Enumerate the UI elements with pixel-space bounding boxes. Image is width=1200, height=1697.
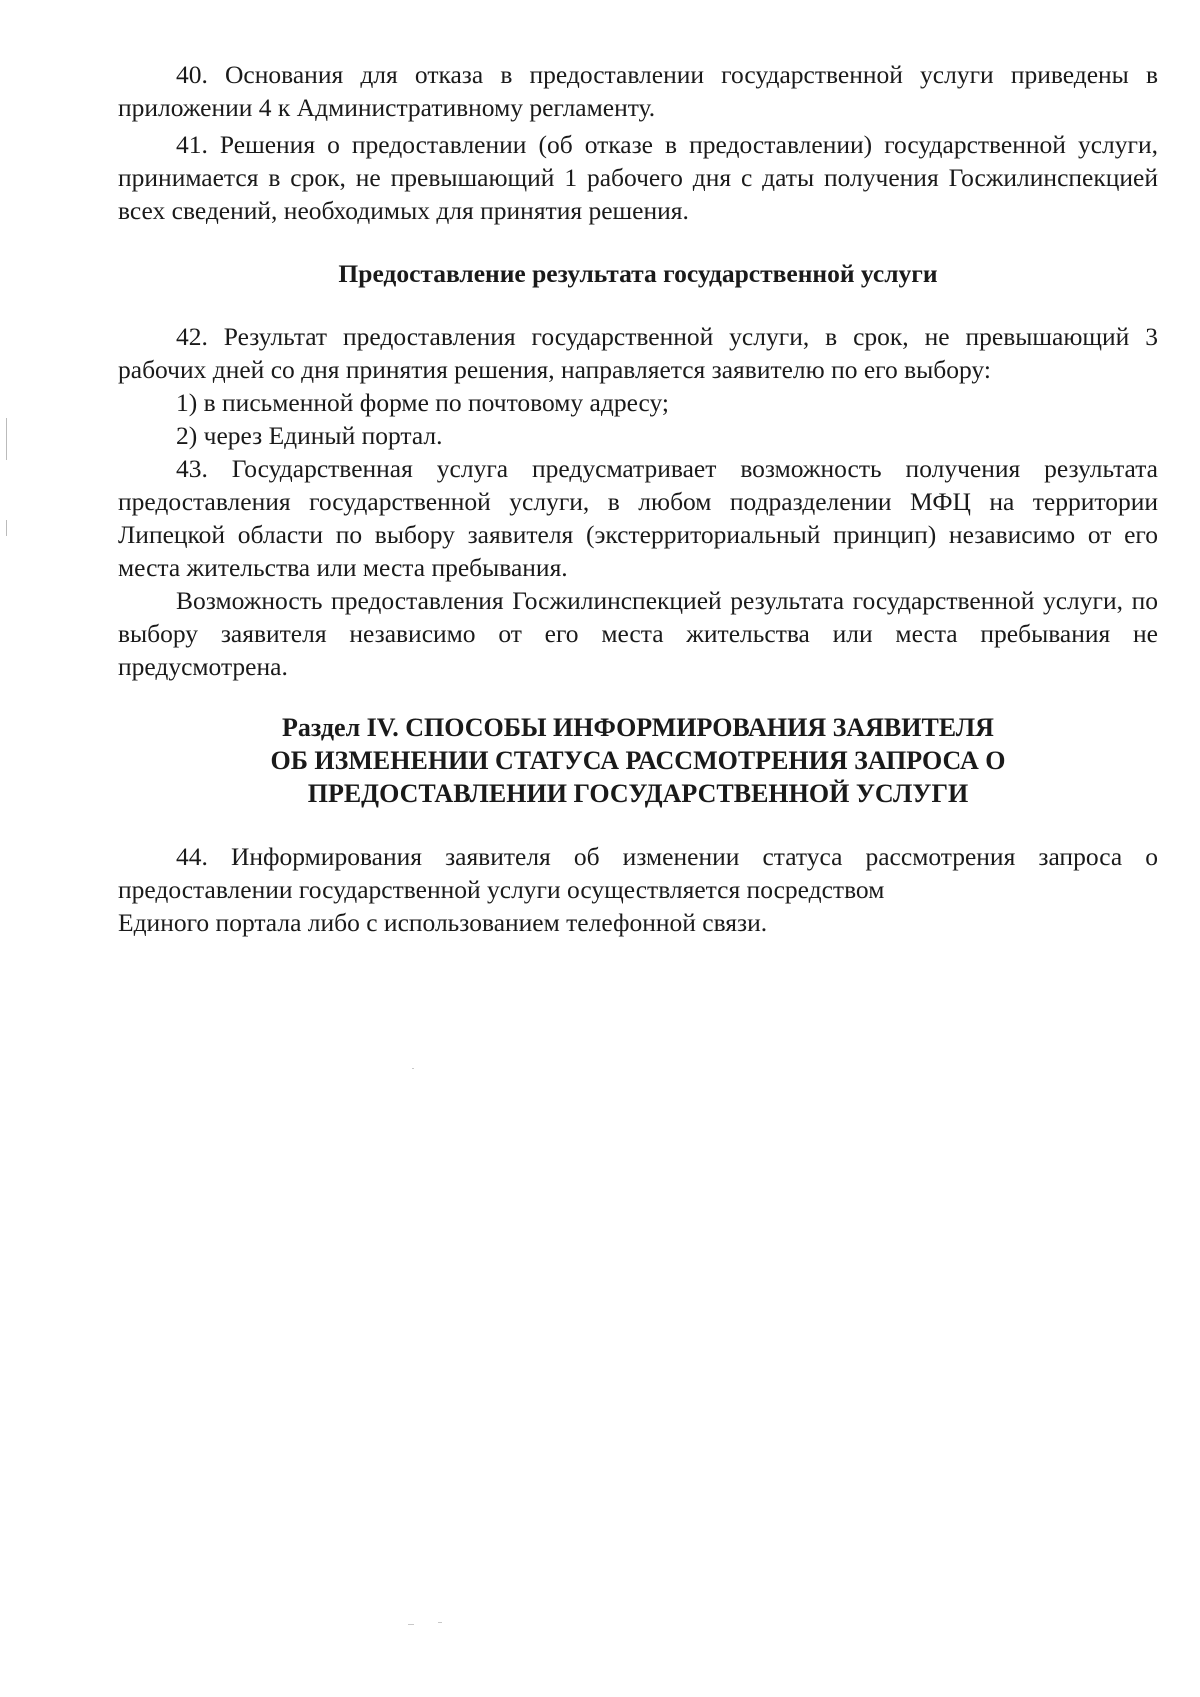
paragraph-42-item-1: 1) в письменной форме по почтовому адресу; xyxy=(176,388,670,417)
paragraph-42: 42. Результат предоставления государственной услуги, в срок, не превышающий 3 рабочих дней со дня принятия решения, направляется заявителю по его выбору: xyxy=(118,322,1158,384)
paragraph-43: 43. Государственная услуга предусматривает возможность получения результата предоставления государственной услуги, в любом подразделении МФЦ на территории Липецкой области по выбору заявителя (экстерриториальный принцип) независимо от его места жительства или места пребывания. xyxy=(118,454,1158,582)
scan-speck xyxy=(408,1624,414,1625)
paragraph-42-item-2: 2) через Единый портал. xyxy=(176,421,443,450)
paragraph-44: 44. Информирования заявителя об изменении статуса рассмотрения запроса о предоставлении государственной услуги осуществляется посредством xyxy=(118,842,1158,904)
heading-result-provision: Предоставление результата государственной услуги xyxy=(338,259,938,288)
paragraph-44-continued: Единого портала либо с использованием телефонной связи. xyxy=(118,908,768,937)
scan-speck xyxy=(412,1068,414,1069)
section-4-heading-line-1: Раздел IV. СПОСОБЫ ИНФОРМИРОВАНИЯ ЗАЯВИТЕЛЯ xyxy=(282,713,994,742)
scan-margin-mark xyxy=(6,520,7,536)
scan-speck xyxy=(438,1622,442,1623)
paragraph-40: 40. Основания для отказа в предоставлении государственной услуги приведены в приложении 4 к Административному регламенту. xyxy=(118,60,1158,122)
section-4-heading-line-2: ОБ ИЗМЕНЕНИИ СТАТУСА РАССМОТРЕНИЯ ЗАПРОСА О xyxy=(270,746,1006,775)
scan-margin-mark xyxy=(6,418,7,460)
paragraph-41: 41. Решения о предоставлении (об отказе в предоставлении) государственной услуги, принимается в срок, не превышающий 1 рабочего дня с даты получения Госжилинспекцией всех сведений, необходимых для принятия решения. xyxy=(118,130,1158,225)
document-body xyxy=(118,58,1158,939)
section-4-heading-line-3: ПРЕДОСТАВЛЕНИИ ГОСУДАРСТВЕННОЙ УСЛУГИ xyxy=(307,779,969,808)
paragraph-43-continued: Возможность предоставления Госжилинспекцией результата государственной услуги, по выбору заявителя независимо от его места жительства или места пребывания не предусмотрена. xyxy=(118,586,1158,681)
